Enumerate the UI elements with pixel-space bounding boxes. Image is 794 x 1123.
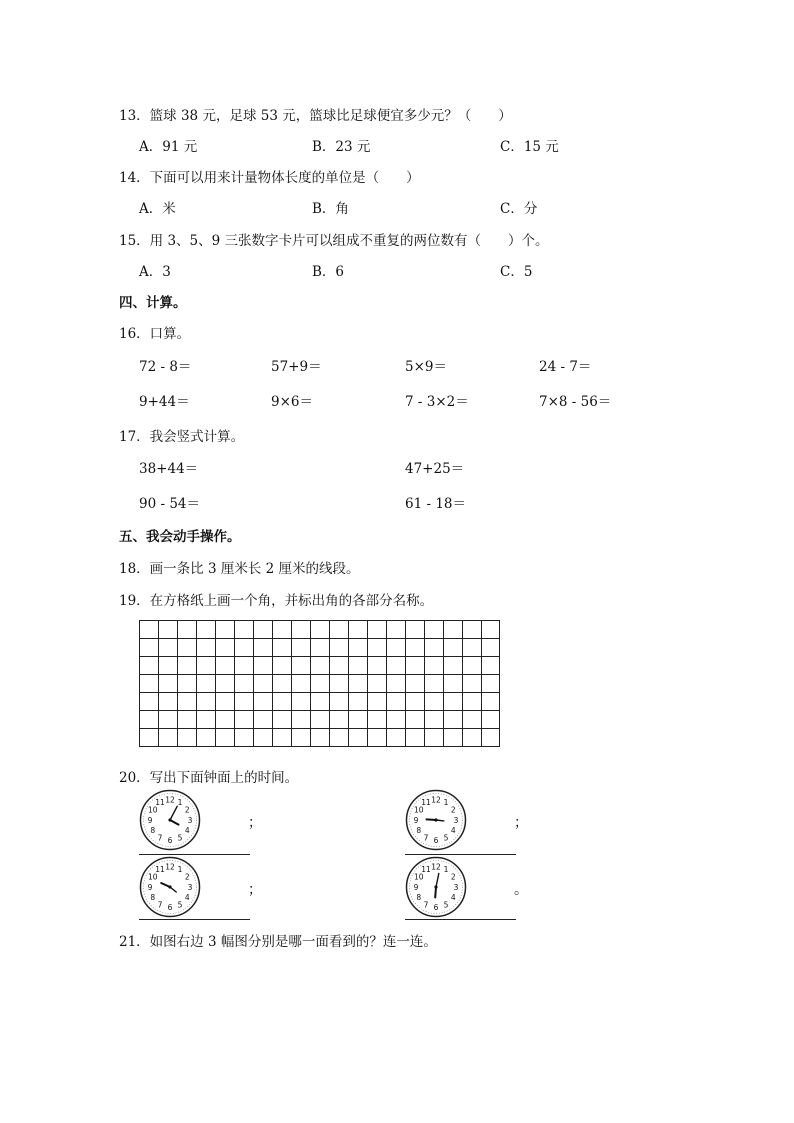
separator: ； xyxy=(248,882,262,898)
q15-option-c: C．5 xyxy=(500,264,533,280)
q15-text: 15．用 3、5、9 三张数字卡片可以组成不重复的两位数有（ ）个。 xyxy=(119,233,549,249)
clock-face xyxy=(405,856,467,922)
q18-text: 18．画一条比 3 厘米长 2 厘米的线段。 xyxy=(119,561,360,577)
section4-title: 四、计算。 xyxy=(119,295,187,311)
q13-text: 13．篮球 38 元，足球 53 元，篮球比足球便宜多少元？（ ） xyxy=(119,108,512,124)
q16-item: 7×8 - 56＝ xyxy=(539,394,612,410)
svg-text:11: 11 xyxy=(155,798,165,808)
svg-text:9: 9 xyxy=(413,815,419,825)
q15-option-b: B．6 xyxy=(312,264,345,280)
svg-text:8: 8 xyxy=(416,825,422,835)
svg-text:2: 2 xyxy=(184,805,190,815)
q15-option-a: A．3 xyxy=(139,264,171,280)
svg-text:7: 7 xyxy=(157,833,163,843)
clock-face xyxy=(139,789,201,855)
svg-text:2: 2 xyxy=(450,805,456,815)
svg-text:3: 3 xyxy=(187,815,193,825)
svg-text:11: 11 xyxy=(155,865,165,875)
answer-line[interactable] xyxy=(139,854,250,855)
svg-text:9: 9 xyxy=(147,882,153,892)
q13-option-a: A．91 元 xyxy=(139,139,198,155)
separator: 。 xyxy=(514,882,528,898)
svg-text:3: 3 xyxy=(453,882,459,892)
q16-item: 7 - 3×2＝ xyxy=(405,394,469,410)
q16-item: 57+9＝ xyxy=(271,359,322,375)
q13-option-c: C．15 元 xyxy=(500,139,559,155)
svg-text:2: 2 xyxy=(450,872,456,882)
svg-text:3: 3 xyxy=(453,815,459,825)
svg-text:5: 5 xyxy=(443,833,449,843)
svg-text:12: 12 xyxy=(431,795,441,805)
svg-text:2: 2 xyxy=(184,872,190,882)
svg-text:11: 11 xyxy=(421,798,431,808)
svg-text:6: 6 xyxy=(433,836,439,845)
svg-text:4: 4 xyxy=(184,892,190,902)
q14-option-b: B．角 xyxy=(312,201,349,217)
svg-text:5: 5 xyxy=(443,900,449,910)
q17-item: 90 - 54＝ xyxy=(139,496,201,512)
q21-text: 21．如图右边 3 幅图分别是哪一面看到的？连一连。 xyxy=(119,934,437,950)
svg-text:1: 1 xyxy=(443,865,449,875)
q14-option-c: C．分 xyxy=(500,201,538,217)
grid-paper[interactable] xyxy=(139,620,501,752)
q13-option-b: B．23 元 xyxy=(312,139,371,155)
answer-line[interactable] xyxy=(405,854,516,855)
clock-face xyxy=(405,789,467,855)
svg-text:5: 5 xyxy=(177,833,183,843)
svg-text:10: 10 xyxy=(413,872,424,882)
answer-line[interactable] xyxy=(405,919,516,920)
svg-text:10: 10 xyxy=(413,805,424,815)
svg-text:8: 8 xyxy=(150,892,156,902)
svg-text:8: 8 xyxy=(150,825,156,835)
svg-text:7: 7 xyxy=(423,833,429,843)
svg-text:7: 7 xyxy=(157,900,163,910)
svg-text:4: 4 xyxy=(450,892,456,902)
svg-text:12: 12 xyxy=(431,862,441,872)
svg-text:8: 8 xyxy=(416,892,422,902)
q16-item: 72 - 8＝ xyxy=(139,359,192,375)
svg-text:10: 10 xyxy=(147,872,158,882)
q16-item: 24 - 7＝ xyxy=(539,359,592,375)
svg-text:9: 9 xyxy=(147,815,153,825)
svg-text:6: 6 xyxy=(167,836,173,845)
svg-text:1: 1 xyxy=(177,865,183,875)
q17-text: 17．我会竖式计算。 xyxy=(119,429,245,445)
clock-face xyxy=(139,856,201,922)
q16-item: 9×6＝ xyxy=(271,394,313,410)
q19-text: 19．在方格纸上画一个角，并标出角的各部分名称。 xyxy=(119,593,434,609)
separator: ； xyxy=(514,815,528,831)
answer-line[interactable] xyxy=(139,919,250,920)
q20-text: 20．写出下面钟面上的时间。 xyxy=(119,770,299,786)
svg-text:3: 3 xyxy=(187,882,193,892)
svg-text:12: 12 xyxy=(165,862,175,872)
q17-item: 38+44＝ xyxy=(139,461,199,477)
q16-item: 9+44＝ xyxy=(139,394,190,410)
q14-text: 14．下面可以用来计量物体长度的单位是（ ） xyxy=(119,170,420,186)
svg-text:7: 7 xyxy=(423,900,429,910)
q16-item: 5×9＝ xyxy=(405,359,447,375)
svg-text:1: 1 xyxy=(443,798,449,808)
q17-item: 47+25＝ xyxy=(405,461,465,477)
svg-text:6: 6 xyxy=(167,903,173,912)
svg-text:4: 4 xyxy=(184,825,190,835)
separator: ； xyxy=(248,815,262,831)
q14-option-a: A．米 xyxy=(139,201,176,217)
svg-text:1: 1 xyxy=(177,798,183,808)
q17-item: 61 - 18＝ xyxy=(405,496,467,512)
svg-text:10: 10 xyxy=(147,805,158,815)
section5-title: 五、我会动手操作。 xyxy=(119,529,241,545)
svg-text:5: 5 xyxy=(177,900,183,910)
svg-text:11: 11 xyxy=(421,865,431,875)
q16-text: 16．口算。 xyxy=(119,326,191,342)
svg-text:6: 6 xyxy=(433,903,439,912)
svg-text:12: 12 xyxy=(165,795,175,805)
svg-text:4: 4 xyxy=(450,825,456,835)
svg-text:9: 9 xyxy=(413,882,419,892)
